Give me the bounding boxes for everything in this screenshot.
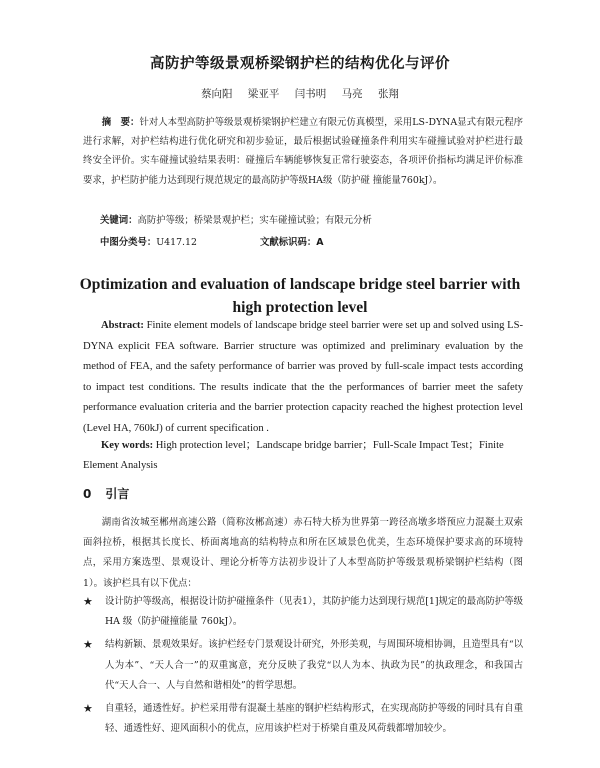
author-name: 蔡向阳 <box>201 88 233 100</box>
clc-label: 中图分类号： <box>100 237 157 248</box>
intro-paragraph: 湖南省汝城至郴州高速公路（简称汝郴高速）赤石特大桥为世界第一跨径高墩多塔预应力混凝土双索面斜拉桥，根据其长度长、桥面离地高的结构特点和所在区域景色优美，生态环境保护要求高的环境特点，采用方案选型、景观设计、理论分析等方法初步设计了人本型高防护等级景观桥梁钢护栏结构（图1）。该护栏具有以下优点： <box>83 517 523 589</box>
section-title: 引言 <box>105 487 130 501</box>
abstract-text-english: Finite element models of landscape bridge steel barrier were set up and solved using LS-DYNA explicit FEA software. Barrier structure was optimized and preliminary evaluation by the method of FEA, and the safety performance of barrier was proved by full-scale impact tests according to impact test conditions. The results indicate that the the performances of barrier meet the safety performance evaluation criteria and the barrier protection capacity reached the highest protection level (Level HA, 760kJ) of current specification . <box>83 320 523 434</box>
author-name: 马亮 <box>341 88 363 100</box>
paper-title-chinese: 高防护等级景观桥梁钢护栏的结构优化与评价 <box>150 56 450 72</box>
doc-code-label: 文献标识码： <box>260 237 317 248</box>
section-heading <box>83 485 129 502</box>
abstract-label-english: Abstract: <box>101 320 144 331</box>
clc-value: U417.12 <box>156 237 197 248</box>
section-number: 0 <box>83 487 92 501</box>
keywords-text-chinese: 高防护等级；桥梁景观护栏；实车碰撞试验；有限元分析 <box>137 215 372 226</box>
abstract-chinese <box>83 113 523 190</box>
abstract-text-chinese: 针对人本型高防护等级景观桥梁钢护栏建立有限元仿真模型，采用LS-DYNA显式有限元程序进行求解，对护栏结构进行优化研究和初步验证，最后根据试验碰撞条件利用实车碰撞试验对护栏进行最终安全评价。实车碰撞试验结果表明：碰撞后车辆能够恢复正常行驶姿态，各项评价指标均满足评价标准要求，护栏防护能力达到现行规范规定的最高防护等级HA级（防护碰 撞能量760kJ）。 <box>83 117 523 186</box>
document-code <box>260 235 324 251</box>
list-item-text: 设计防护等级高，根据设计防护碰撞条件（见表1），其防护能力达到现行规范[1]规定的最高防护等级 HA 级（防护碰撞能量 760kJ）。 <box>105 596 523 628</box>
keywords-label-english: Key words: <box>101 440 154 451</box>
doc-code-value: A <box>316 237 324 248</box>
keywords-label-chinese: 关键词： <box>100 215 138 226</box>
star-bullet-icon: ★ <box>83 638 93 652</box>
paper-title-english: Optimization and evaluation of landscape bridge steel barrier with high protection level <box>79 276 521 316</box>
author-name: 闫书明 <box>294 88 327 100</box>
keywords-chinese <box>100 213 530 229</box>
list-item <box>83 592 523 632</box>
list-item-text: 结构新颖、景观效果好。该护栏经专门景观设计研究，外形美观，与周围环境相协调，且造型具有“以人为本”、“天人合一”的双重寓意，充分反映了我党“以人为本、执政为民”的执政理念，和我国古代“天人合一、人与自然和谐相处”的哲学思想。 <box>105 639 523 691</box>
keywords-text-english: High protection level；Landscape bridge barrier；Full-Scale Impact Test；Finite Element Analysis <box>83 440 504 471</box>
star-bullet-icon: ★ <box>83 595 93 608</box>
author-name: 梁亚平 <box>247 88 280 100</box>
list-item <box>83 635 523 696</box>
abstract-label-chinese: 摘 要： <box>101 117 140 128</box>
author-list <box>0 86 600 101</box>
classification-line <box>100 235 530 251</box>
star-bullet-icon: ★ <box>83 702 93 716</box>
author-name: 张翔 <box>377 88 399 100</box>
list-item <box>83 699 523 739</box>
keywords-english <box>83 436 523 476</box>
list-item-text: 自重轻，通透性好。护栏采用带有混凝土基座的钢护栏结构形式，在实现高防护等级的同时具有自重轻、通透性好、迎风面积小的优点，应用该护栏对于桥梁自重及风荷载都增加较少。 <box>105 703 523 735</box>
abstract-english <box>83 316 523 440</box>
advantage-list <box>83 592 523 742</box>
